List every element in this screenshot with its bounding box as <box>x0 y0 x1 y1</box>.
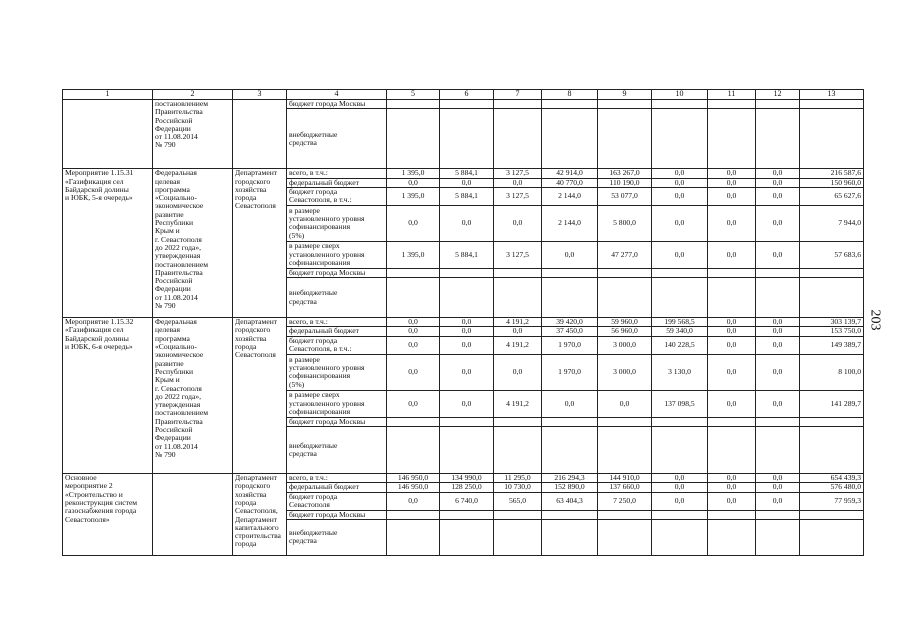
value-cell <box>756 100 800 109</box>
value-cell <box>652 278 708 318</box>
value-cell <box>708 510 756 519</box>
value-cell <box>387 519 440 555</box>
table-body <box>63 90 864 556</box>
value-cell: 6 740,0 <box>440 492 494 510</box>
value-cell <box>598 268 652 277</box>
value-cell: 65 627,6 <box>800 187 864 205</box>
value-cell: 128 250,0 <box>440 483 494 492</box>
value-cell: 0,0 <box>440 336 494 354</box>
value-cell: 57 683,6 <box>800 241 864 268</box>
value-cell: 216 587,6 <box>800 169 864 178</box>
value-cell: 0,0 <box>708 169 756 178</box>
value-cell: 0,0 <box>542 241 598 268</box>
table-row <box>63 474 864 483</box>
value-cell: 0,0 <box>756 336 800 354</box>
program-cell: Федеральная целевая программа «Социально- экономическое развитие Республики Крым и г. Севастополя до 2022 года», утвержденная постановлением Правительства Российской Федерации от 11.08.2014 № 790 <box>153 169 233 318</box>
funding-source-cell: внебюджетные средства <box>287 278 387 318</box>
value-cell: 137 098,5 <box>652 390 708 417</box>
value-cell: 576 480,0 <box>800 483 864 492</box>
funding-source-cell: бюджет города Севастополя, в т.ч.: <box>287 187 387 205</box>
header-cell: 10 <box>652 90 708 100</box>
value-cell: 0,0 <box>494 327 542 336</box>
value-cell <box>494 519 542 555</box>
value-cell: 10 730,0 <box>494 483 542 492</box>
value-cell: 1 395,0 <box>387 241 440 268</box>
value-cell: 4 191,2 <box>494 390 542 417</box>
value-cell: 149 389,7 <box>800 336 864 354</box>
value-cell <box>440 417 494 426</box>
value-cell: 0,0 <box>756 187 800 205</box>
header-cell: 4 <box>287 90 387 100</box>
value-cell: 5 884,1 <box>440 187 494 205</box>
value-cell: 0,0 <box>440 327 494 336</box>
funding-source-cell: в размере сверх установленного уровня софинансирования <box>287 241 387 268</box>
value-cell: 0,0 <box>440 178 494 187</box>
funding-source-cell: в размере установленного уровня софинансирования (5%) <box>287 354 387 390</box>
value-cell <box>708 278 756 318</box>
value-cell <box>756 278 800 318</box>
value-cell: 0,0 <box>756 178 800 187</box>
value-cell: 0,0 <box>708 241 756 268</box>
value-cell: 3 127,5 <box>494 187 542 205</box>
value-cell: 146 950,0 <box>387 483 440 492</box>
event-cell: Основное мероприятие 2 «Строительство и реконструкция систем газоснабжения города Севастополя» <box>63 474 153 556</box>
value-cell: 1 970,0 <box>542 354 598 390</box>
value-cell: 134 990,0 <box>440 474 494 483</box>
value-cell <box>494 427 542 474</box>
value-cell <box>542 268 598 277</box>
value-cell: 137 660,0 <box>598 483 652 492</box>
header-row <box>63 90 864 100</box>
value-cell: 0,0 <box>494 178 542 187</box>
value-cell: 0,0 <box>708 327 756 336</box>
value-cell: 0,0 <box>652 178 708 187</box>
funding-source-cell: бюджет города Севастополя, в т.ч.: <box>287 336 387 354</box>
value-cell: 199 568,5 <box>652 318 708 327</box>
event-cell: Мероприятие 1.15.31 «Газификация сел Байдарской долины и ЮБК, 5-я очередь» <box>63 169 153 318</box>
value-cell <box>652 268 708 277</box>
value-cell: 110 190,0 <box>598 178 652 187</box>
value-cell: 0,0 <box>708 205 756 241</box>
value-cell <box>494 278 542 318</box>
value-cell: 0,0 <box>387 354 440 390</box>
value-cell <box>652 109 708 169</box>
value-cell: 163 267,0 <box>598 169 652 178</box>
value-cell: 0,0 <box>652 474 708 483</box>
value-cell: 0,0 <box>440 354 494 390</box>
value-cell: 0,0 <box>756 492 800 510</box>
value-cell <box>440 427 494 474</box>
header-cell: 3 <box>233 90 287 100</box>
value-cell: 63 404,3 <box>542 492 598 510</box>
value-cell: 1 395,0 <box>387 169 440 178</box>
value-cell: 565,0 <box>494 492 542 510</box>
value-cell: 144 910,0 <box>598 474 652 483</box>
value-cell: 53 077,0 <box>598 187 652 205</box>
value-cell <box>756 519 800 555</box>
value-cell <box>598 278 652 318</box>
value-cell: 0,0 <box>708 318 756 327</box>
value-cell: 5 800,0 <box>598 205 652 241</box>
value-cell <box>387 100 440 109</box>
value-cell: 0,0 <box>708 354 756 390</box>
value-cell: 0,0 <box>440 390 494 417</box>
funding-source-cell: бюджет города Севастополя <box>287 492 387 510</box>
funding-source-cell: всего, в т.ч.: <box>287 474 387 483</box>
value-cell: 0,0 <box>756 169 800 178</box>
value-cell <box>800 427 864 474</box>
value-cell: 0,0 <box>387 178 440 187</box>
value-cell: 47 277,0 <box>598 241 652 268</box>
value-cell <box>542 278 598 318</box>
value-cell: 0,0 <box>652 241 708 268</box>
value-cell <box>440 109 494 169</box>
value-cell: 216 294,3 <box>542 474 598 483</box>
value-cell: 153 750,0 <box>800 327 864 336</box>
value-cell: 0,0 <box>387 205 440 241</box>
table-row <box>63 318 864 327</box>
header-cell: 2 <box>153 90 233 100</box>
value-cell: 0,0 <box>756 390 800 417</box>
funding-source-cell: федеральный бюджет <box>287 483 387 492</box>
value-cell: 40 770,0 <box>542 178 598 187</box>
program-cell: Федеральная целевая программа «Социально- экономическое развитие Республики Крым и г. Севастополя до 2022 года», утвержденная постановлением Правительства Российской Федерации от 11.08.2014 № 790 <box>153 318 233 474</box>
value-cell <box>652 100 708 109</box>
value-cell <box>494 510 542 519</box>
funding-source-cell: бюджет города Москвы <box>287 100 387 109</box>
value-cell: 303 139,7 <box>800 318 864 327</box>
value-cell <box>652 417 708 426</box>
value-cell <box>756 268 800 277</box>
value-cell: 0,0 <box>756 327 800 336</box>
value-cell <box>800 100 864 109</box>
value-cell <box>542 427 598 474</box>
value-cell <box>598 100 652 109</box>
value-cell <box>387 427 440 474</box>
event-cell: Мероприятие 1.15.32 «Газификация сел Байдарской долины и ЮБК, 6-я очередь» <box>63 318 153 474</box>
value-cell: 0,0 <box>387 390 440 417</box>
program-cell: постановлением Правительства Российской Федерации от 11.08.2014 № 790 <box>153 100 233 169</box>
header-cell: 12 <box>756 90 800 100</box>
value-cell: 3 127,5 <box>494 241 542 268</box>
value-cell: 0,0 <box>494 205 542 241</box>
header-cell: 1 <box>63 90 153 100</box>
executor-cell <box>233 100 287 169</box>
value-cell: 0,0 <box>387 327 440 336</box>
value-cell: 141 289,7 <box>800 390 864 417</box>
value-cell: 0,0 <box>708 474 756 483</box>
table-row <box>63 169 864 178</box>
value-cell: 0,0 <box>708 390 756 417</box>
executor-cell: Департамент городского хозяйства города Севастополя <box>233 318 287 474</box>
value-cell: 5 884,1 <box>440 241 494 268</box>
value-cell: 56 960,0 <box>598 327 652 336</box>
header-cell: 9 <box>598 90 652 100</box>
executor-cell: Департамент городского хозяйства города Севастополя, Департамент капитального строительства города <box>233 474 287 556</box>
budget-table <box>62 89 864 556</box>
value-cell <box>800 268 864 277</box>
header-cell: 7 <box>494 90 542 100</box>
header-cell: 5 <box>387 90 440 100</box>
value-cell: 0,0 <box>756 354 800 390</box>
value-cell <box>708 417 756 426</box>
value-cell <box>387 268 440 277</box>
value-cell <box>598 427 652 474</box>
funding-source-cell: федеральный бюджет <box>287 327 387 336</box>
funding-source-cell: бюджет города Москвы <box>287 510 387 519</box>
value-cell <box>542 100 598 109</box>
value-cell: 39 420,0 <box>542 318 598 327</box>
value-cell <box>800 278 864 318</box>
funding-source-cell: всего, в т.ч.: <box>287 318 387 327</box>
value-cell: 4 191,2 <box>494 336 542 354</box>
value-cell <box>756 427 800 474</box>
value-cell: 0,0 <box>756 241 800 268</box>
value-cell: 0,0 <box>652 187 708 205</box>
value-cell: 0,0 <box>598 390 652 417</box>
value-cell <box>652 519 708 555</box>
value-cell: 0,0 <box>708 178 756 187</box>
value-cell: 140 228,5 <box>652 336 708 354</box>
value-cell: 3 000,0 <box>598 336 652 354</box>
program-cell <box>153 474 233 556</box>
value-cell <box>440 268 494 277</box>
header-cell: 13 <box>800 90 864 100</box>
funding-source-cell: всего, в т.ч.: <box>287 169 387 178</box>
value-cell: 0,0 <box>652 169 708 178</box>
value-cell: 3 130,0 <box>652 354 708 390</box>
value-cell <box>440 519 494 555</box>
value-cell: 5 884,1 <box>440 169 494 178</box>
value-cell: 0,0 <box>440 318 494 327</box>
funding-source-cell: федеральный бюджет <box>287 178 387 187</box>
value-cell: 0,0 <box>756 205 800 241</box>
value-cell <box>387 109 440 169</box>
value-cell: 8 100,0 <box>800 354 864 390</box>
value-cell: 150 960,0 <box>800 178 864 187</box>
value-cell: 11 295,0 <box>494 474 542 483</box>
value-cell <box>542 519 598 555</box>
table-row <box>63 100 864 109</box>
value-cell: 152 890,0 <box>542 483 598 492</box>
executor-cell: Департамент городского хозяйства города Севастополя <box>233 169 287 318</box>
value-cell <box>652 510 708 519</box>
value-cell <box>756 109 800 169</box>
value-cell: 0,0 <box>756 318 800 327</box>
value-cell <box>652 427 708 474</box>
value-cell: 42 914,0 <box>542 169 598 178</box>
value-cell <box>598 417 652 426</box>
value-cell: 0,0 <box>756 483 800 492</box>
value-cell: 0,0 <box>652 483 708 492</box>
value-cell <box>800 510 864 519</box>
value-cell <box>598 519 652 555</box>
value-cell <box>542 109 598 169</box>
value-cell: 0,0 <box>440 205 494 241</box>
value-cell: 59 960,0 <box>598 318 652 327</box>
value-cell: 3 127,5 <box>494 169 542 178</box>
value-cell <box>440 278 494 318</box>
value-cell <box>708 268 756 277</box>
value-cell <box>387 417 440 426</box>
value-cell: 0,0 <box>708 187 756 205</box>
value-cell: 0,0 <box>542 390 598 417</box>
value-cell <box>756 417 800 426</box>
value-cell <box>387 278 440 318</box>
header-cell: 8 <box>542 90 598 100</box>
funding-source-cell: бюджет города Москвы <box>287 268 387 277</box>
value-cell: 0,0 <box>652 205 708 241</box>
value-cell <box>708 427 756 474</box>
funding-source-cell: бюджет города Москвы <box>287 417 387 426</box>
value-cell <box>387 510 440 519</box>
value-cell: 146 950,0 <box>387 474 440 483</box>
value-cell: 77 959,3 <box>800 492 864 510</box>
value-cell: 0,0 <box>708 483 756 492</box>
value-cell: 0,0 <box>387 336 440 354</box>
value-cell <box>708 519 756 555</box>
value-cell <box>598 109 652 169</box>
value-cell: 1 970,0 <box>542 336 598 354</box>
value-cell: 4 191,2 <box>494 318 542 327</box>
value-cell: 59 340,0 <box>652 327 708 336</box>
event-cell <box>63 100 153 169</box>
value-cell: 37 450,0 <box>542 327 598 336</box>
value-cell: 7 944,0 <box>800 205 864 241</box>
value-cell <box>800 109 864 169</box>
page-number: 203 <box>867 309 883 331</box>
funding-source-cell: внебюджетные средства <box>287 427 387 474</box>
funding-source-cell: в размере сверх установленного уровня софинансирования <box>287 390 387 417</box>
budget-table-sheet <box>62 89 863 556</box>
value-cell <box>708 100 756 109</box>
value-cell: 3 000,0 <box>598 354 652 390</box>
value-cell <box>494 100 542 109</box>
value-cell: 654 439,3 <box>800 474 864 483</box>
value-cell: 0,0 <box>387 318 440 327</box>
funding-source-cell: в размере установленного уровня софинансирования (5%) <box>287 205 387 241</box>
value-cell <box>494 268 542 277</box>
value-cell: 0,0 <box>494 354 542 390</box>
value-cell <box>494 109 542 169</box>
value-cell <box>542 417 598 426</box>
value-cell <box>800 519 864 555</box>
value-cell <box>542 510 598 519</box>
value-cell: 7 250,0 <box>598 492 652 510</box>
value-cell <box>598 510 652 519</box>
value-cell: 0,0 <box>756 474 800 483</box>
header-cell: 6 <box>440 90 494 100</box>
value-cell <box>708 109 756 169</box>
funding-source-cell: внебюджетные средства <box>287 109 387 169</box>
value-cell: 0,0 <box>708 492 756 510</box>
value-cell: 2 144,0 <box>542 205 598 241</box>
header-cell: 11 <box>708 90 756 100</box>
value-cell <box>800 417 864 426</box>
value-cell <box>494 417 542 426</box>
value-cell: 0,0 <box>708 336 756 354</box>
value-cell: 2 144,0 <box>542 187 598 205</box>
value-cell <box>756 510 800 519</box>
value-cell <box>440 510 494 519</box>
value-cell <box>440 100 494 109</box>
value-cell: 1 395,0 <box>387 187 440 205</box>
value-cell: 0,0 <box>652 492 708 510</box>
value-cell: 0,0 <box>387 492 440 510</box>
funding-source-cell: внебюджетные средства <box>287 519 387 555</box>
